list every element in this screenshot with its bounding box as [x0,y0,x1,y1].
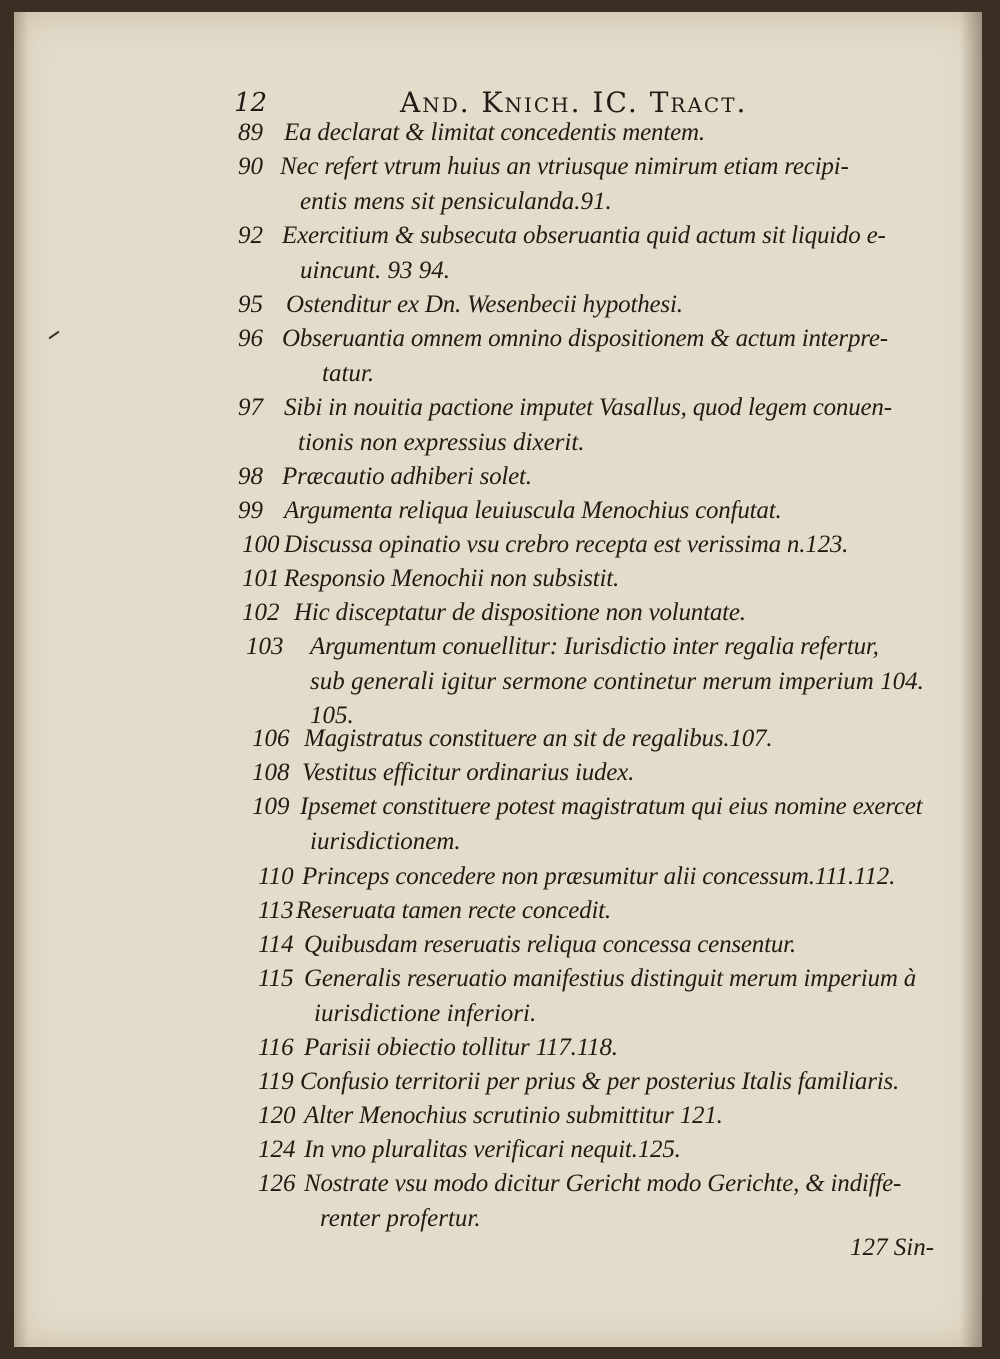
catchword: 127 Sin- [850,1234,935,1261]
entry-number: 99 [238,497,263,524]
entry-text-continuation: entis mens sit pensiculanda.91. [300,187,612,215]
book-page [14,12,982,1347]
entry-text: Generalis reseruatio manifestius distinguit merum imperium à [304,965,917,992]
entry-text-continuation: tionis non expressius dixerit. [298,428,585,456]
entry-number: 113 [258,897,294,924]
entry-number: 116 [258,1034,294,1061]
entry-text: Ostenditur ex Dn. Wesenbecii hypothesi. [286,291,683,318]
entry-number: 90 [238,153,263,180]
entry-text: Nostrate vsu modo dicitur Gericht modo Gerichte, & indiffe- [304,1170,902,1197]
entry-text: Exercitium & subsecuta obseruantia quid actum sit liquido e- [282,222,886,249]
entry-text: Princeps concedere non præsumitur alii concessum.111.112. [302,863,896,890]
summary-list [14,12,982,1347]
entry-number: 120 [258,1102,296,1129]
entry-number: 106 [252,725,290,752]
entry-text: Reseruata tamen recte concedit. [296,897,611,924]
entry-number: 92 [238,222,263,249]
entry-number: 103 [246,633,284,660]
entry-number: 101 [242,565,280,592]
entry-text: Argumentum conuellitur: Iurisdictio inter regalia refertur, [310,633,879,660]
entry-text: In vno pluralitas verificari nequit.125. [304,1136,681,1163]
entry-number: 110 [258,863,294,890]
entry-text: Discussa opinatio vsu crebro recepta est verissima n.123. [284,531,849,558]
entry-text-continuation: sub generali igitur sermone continetur merum imperium 104. [310,667,924,695]
entry-text: Sibi in nouitia pactione imputet Vasallus, quod legem conuen- [284,394,892,421]
entry-number: 124 [258,1136,296,1163]
entry-text-continuation: 105. [310,702,354,729]
entry-text-continuation: renter profertur. [320,1204,481,1232]
entry-number: 100 [242,531,280,558]
entry-text: Alter Menochius scrutinio submittitur 121. [304,1102,723,1129]
entry-text: Quibusdam reseruatis reliqua concessa censentur. [304,931,796,958]
entry-text: Responsio Menochii non subsistit. [284,565,620,592]
entry-text: Magistratus constituere an sit de regalibus.107. [304,725,773,752]
entry-text: Obseruantia omnem omnino dispositionem & actum interpre- [282,325,888,352]
entry-number: 96 [238,325,263,352]
entry-number: 109 [252,793,290,820]
entry-text: Ipsemet constituere potest magistratum qui eius nomine exercet [300,793,923,820]
entry-number: 114 [258,931,294,958]
entry-number: 102 [242,599,280,626]
running-title: And. Knich. IC. Tract. [400,86,748,119]
entry-number: 97 [238,394,263,421]
entry-number: 126 [258,1170,296,1197]
page-number: 12 [234,88,268,118]
entry-number: 98 [238,463,263,490]
entry-text: Ea declarat & limitat concedentis mentem. [284,119,705,146]
entry-text: Præcautio adhiberi solet. [282,463,532,490]
entry-text: Vestitus efficitur ordinarius iudex. [302,759,635,786]
entry-number: 89 [238,119,263,146]
entry-number: 119 [258,1068,294,1095]
entry-text: Parisii obiectio tollitur 117.118. [304,1034,618,1061]
entry-text: Nec refert vtrum huius an vtriusque nimirum etiam recipi- [280,153,849,180]
entry-text-continuation: iurisdictione inferiori. [314,999,537,1027]
entry-number: 108 [252,759,290,786]
entry-text-continuation: iurisdictionem. [310,827,461,855]
entry-text: Argumenta reliqua leuiuscula Menochius confutat. [284,497,782,524]
entry-text: Confusio territorii per prius & per posterius Italis familiaris. [300,1068,900,1095]
entry-number: 95 [238,291,263,318]
entry-text-continuation: tatur. [322,359,375,387]
entry-number: 115 [258,965,294,992]
entry-text-continuation: uincunt. 93 94. [300,256,450,284]
entry-text: Hic disceptatur de dispositione non voluntate. [294,599,746,626]
